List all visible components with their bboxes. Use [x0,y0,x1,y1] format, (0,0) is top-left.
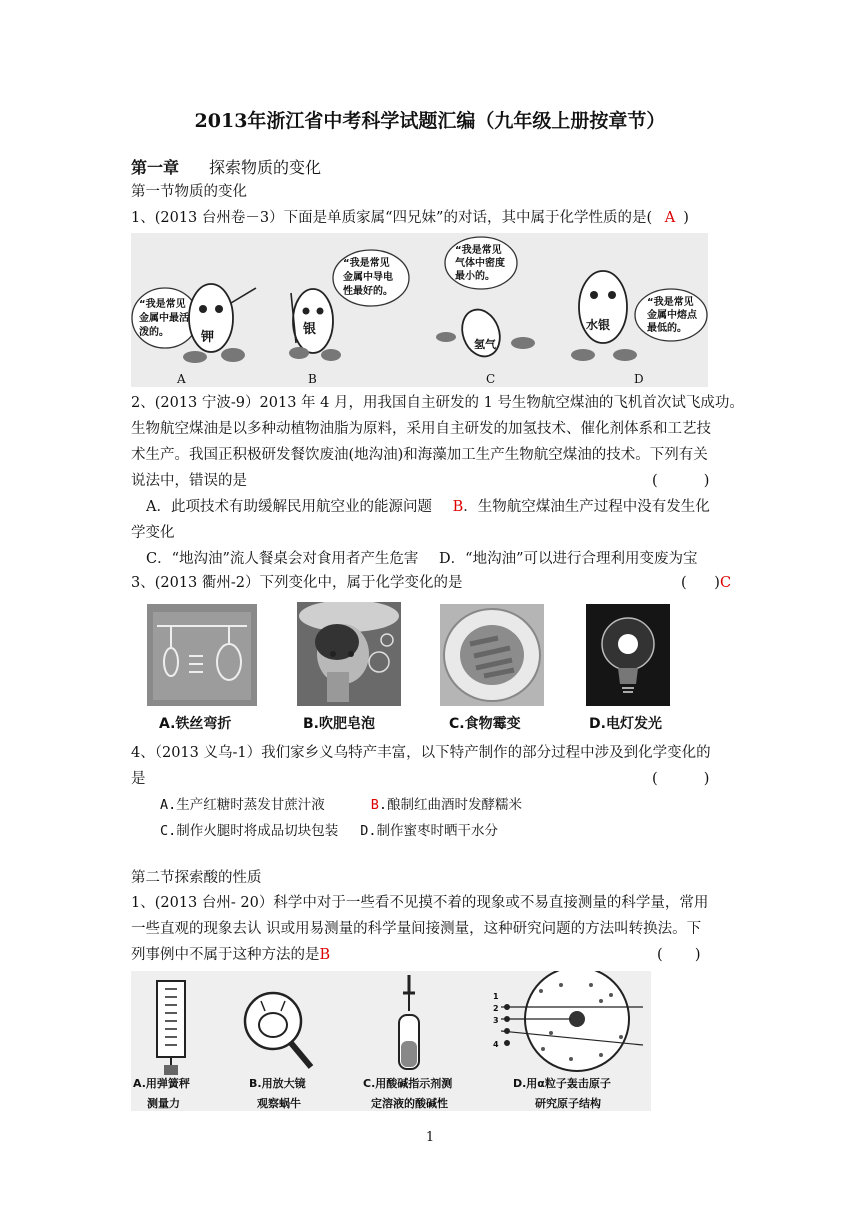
section-heading-1: 第一节物质的变化 [131,184,247,200]
light-bulb-photo [586,604,670,706]
svg-text:B: B [308,372,317,386]
diagram-label-2: 2 [493,1004,499,1013]
caption-c-line-1: C.用酸碱指示剂测 [363,1077,453,1090]
question-4-line-1: 4、（2013 义乌-1）我们家乡义乌特产丰富，以下特产制作的部分过程中涉及到化学变化的 [131,745,711,761]
option-a: A．此项技术有助缓解民用航空业的能源问题 [146,499,432,515]
caption-d-line-1: D.用α粒子轰击原子 [513,1077,611,1090]
svg-text:钾: 钾 [201,330,215,345]
element-characters-figure [131,233,708,387]
question-4-option-ab [160,795,522,815]
question-2-line-1: 2、(2013 宁波-9）2013 年 4 月，用我国自主研发的 1 号生物航空煤油的飞机首次试飞成功。 [131,395,744,411]
option-d: D.制作蜜枣时晒干水分 [360,823,499,839]
svg-text:“我是常见: “我是常见 [647,297,694,308]
diagram-label-4: 4 [493,1040,499,1049]
option-c: C．“地沟油”流人餐桌会对食用者产生危害 [146,551,419,567]
caption-b-line-2: 观察蜗牛 [257,1097,301,1110]
question-2-line-2: 生物航空煤油是以多种动植物油脂为原料，采用自主研发的加氢技术、催化剂体系和工艺技 [131,421,711,437]
diagram-label-1: 1 [493,992,499,1001]
question-2-option-ab [146,497,710,517]
option-a: A.生产红糖时蒸发甘蔗汁液 [160,797,325,813]
answer-paren: ( ) [652,473,710,489]
answer-paren: ( ) [652,771,710,787]
svg-text:“我是常见: “我是常见 [455,245,502,256]
answer-mark: A [664,210,676,226]
answer-paren: ( ) [657,947,701,963]
caption-d: D.电灯发光 [589,716,662,732]
svg-text:性最好的。: 性最好的。 [343,286,393,297]
chapter-subtitle: 探索物质的变化 [209,158,322,177]
iron-wire-photo [147,604,257,706]
svg-text:最小的。: 最小的。 [455,271,495,282]
question-close: ) [683,210,689,226]
question-3: 3、(2013 衢州-2）下列变化中，属于化学变化的是 [131,575,463,591]
svg-text:A: A [177,372,186,386]
svg-text:C: C [486,372,496,386]
caption-b: B.吹肥皂泡 [303,716,375,732]
question-2-line-3: 术生产。我国正积极研发餐饮废油(地沟油)和海藻加工生产生物航空煤油的技术。下列有关 [131,447,708,463]
caption-c-line-2: 定溶液的酸碱性 [371,1097,448,1110]
question-1 [131,208,689,228]
question-text: 1、(2013 台州卷－3）下面是单质家属“四兄妹”的对话，其中属于化学性质的是( [131,210,653,226]
caption-a: A.铁丝弯折 [159,716,232,732]
soap-bubble-photo [297,602,401,706]
svg-text:氢气: 氢气 [474,338,496,351]
svg-text:“我是常见: “我是常见 [139,299,186,310]
question-4-line-2: 是 [131,771,146,787]
answer-mark: B [319,947,331,963]
svg-text:银: 银 [303,322,317,337]
svg-text:水银: 水银 [586,318,611,332]
chapter-number: 第一章 [131,158,180,177]
svg-text:气体中密度: 气体中密度 [455,258,505,269]
option-b: .酿制红曲酒时发酵糯米 [378,797,523,813]
question-5-line-1: 1、(2013 台州- 20）科学中对于一些看不见摸不着的现象或不易直接测量的科学量，常用 [131,895,709,911]
caption-b-line-1: B.用放大镜 [249,1077,306,1090]
svg-text:金属中熔点: 金属中熔点 [647,310,697,321]
question-4-option-cd [160,821,498,841]
moldy-food-photo [440,604,544,706]
caption-a-line-1: A.用弹簧秤 [133,1077,190,1090]
conversion-method-figure [131,971,651,1111]
svg-text:金属中导电: 金属中导电 [343,272,393,283]
svg-text:泼的。: 泼的。 [139,327,169,338]
svg-text:金属中最活: 金属中最活 [139,313,189,324]
option-d: D．“地沟油”可以进行合理利用变废为宝 [439,551,698,567]
question-5-line-2: 一些直观的现象去认 识或用易测量的科学量间接测量，这种研究问题的方法叫转换法。下 [131,921,702,937]
section-heading-2: 第二节探索酸的性质 [131,870,262,886]
chapter-heading [131,158,321,178]
question-2-option-cd [146,549,697,569]
caption-d-line-2: 研究原子结构 [535,1097,601,1110]
caption-a-line-2: 测量力 [147,1097,180,1110]
answer-mark: B [370,797,379,813]
answer-paren: ( )C [681,575,732,591]
page-title: 2013年浙江省中考科学试题汇编（九年级上册按章节） [194,110,666,132]
svg-text:“我是常见: “我是常见 [343,258,390,269]
option-b: ．生物航空煤油生产过程中没有发生化 [463,499,710,515]
caption-c: C.食物霉变 [449,716,521,732]
answer-mark: B [452,499,464,515]
option-c: C.制作火腿时将成品切块包装 [160,823,339,839]
page-number: 1 [425,1130,435,1145]
diagram-label-3: 3 [493,1016,499,1025]
svg-text:最低的。: 最低的。 [647,323,687,334]
answer-mark: C [719,575,732,591]
option-b-continued: 学变化 [131,525,175,541]
question-2-line-4: 说法中，错误的是 [131,473,247,489]
question-5-line-3: 列事例中不属于这种方法的是B [131,947,331,963]
svg-text:D: D [634,372,644,386]
